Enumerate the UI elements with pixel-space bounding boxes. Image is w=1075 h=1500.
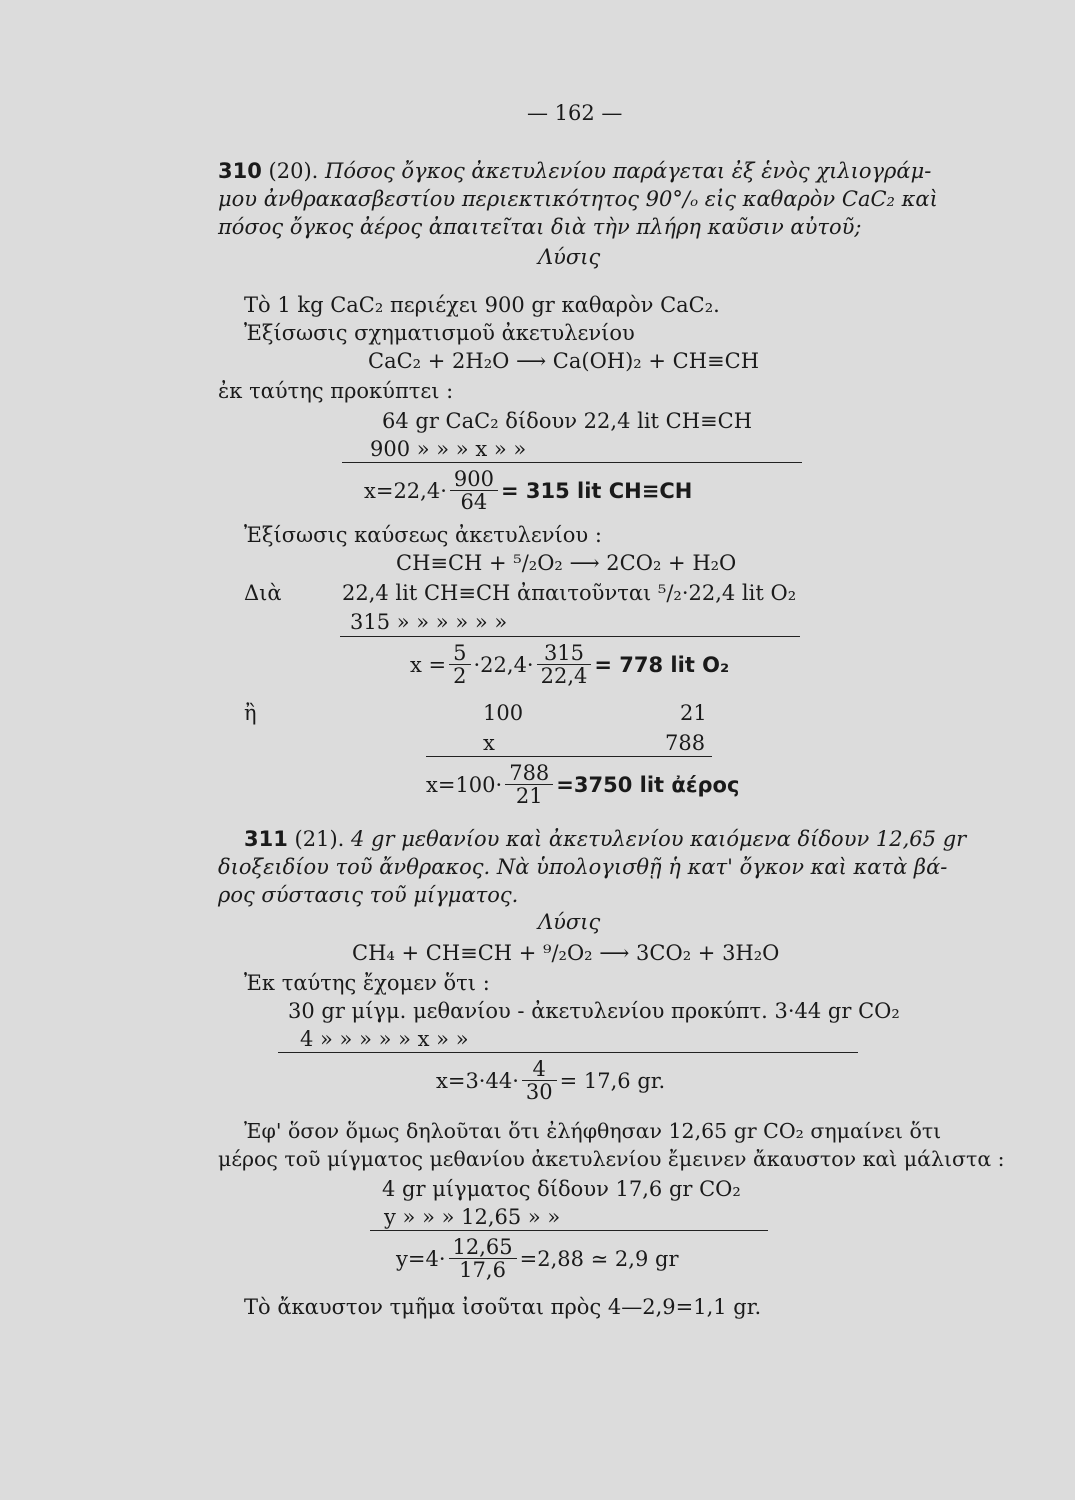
p310-calc2-lhs: x = xyxy=(410,652,447,677)
p310-calc2-fraction-1 xyxy=(449,642,470,687)
problem-310-ref: (20). xyxy=(268,159,319,183)
p310-ratio-1a: 100 xyxy=(483,701,524,725)
p311-proportion-2: 4 » » » » » x » » xyxy=(300,1027,469,1051)
p310-calc1-num: 900 xyxy=(450,468,498,491)
p310-calc2-fraction-2 xyxy=(537,642,592,687)
p311-calc1-lhs: x=3·44· xyxy=(436,1068,519,1093)
p310-rule-1 xyxy=(342,462,802,463)
p310-proportion-3: 22,4 lit CH≡CH ἀπαιτοῦνται ⁵/₂·22,4 lit O₂ xyxy=(342,581,797,605)
p310-calc3-num: 788 xyxy=(505,762,553,785)
p310-calc1-result: = 315 lit CH≡CH xyxy=(500,478,693,503)
p310-calc-1 xyxy=(364,468,692,513)
p310-line-3: ἐκ ταύτης προκύπτει : xyxy=(218,379,454,403)
problem-311-question-3: ρος σύστασις τοῦ μίγματος. xyxy=(218,883,519,907)
problem-310-q1 xyxy=(218,158,931,184)
problem-311-question-2: διοξειδίου τοῦ ἄνθρακος. Νὰ ὑπολογισθῇ ἡ κατ' ὄγκον καὶ κατὰ βά- xyxy=(218,855,948,879)
p311-calc-2 xyxy=(396,1236,678,1281)
p310-line-4: Ἐξίσωσις καύσεως ἀκετυλενίου : xyxy=(244,523,602,547)
p311-calc2-den: 17,6 xyxy=(459,1258,506,1282)
p310-calc2-mid: ·22,4· xyxy=(473,652,534,677)
p311-calc-1 xyxy=(436,1058,665,1103)
p310-equation-2: CH≡CH + ⁵/₂O₂ ⟶ 2CO₂ + H₂O xyxy=(396,551,737,575)
p310-calc1-den: 64 xyxy=(460,490,488,514)
p311-paragraph-1: Ἐφ' ὅσον ὅμως δηλοῦται ὅτι ἐλήφθησαν 12,65 gr CO₂ σημαίνει ὅτι xyxy=(244,1119,942,1143)
p311-rule-2 xyxy=(370,1230,768,1231)
p311-calc1-fraction xyxy=(522,1058,557,1103)
problem-311-number: 311 xyxy=(244,827,288,851)
p310-calc2-den2: 22,4 xyxy=(540,664,588,688)
p310-dia: Διὰ xyxy=(244,581,282,605)
p311-equation-1: CH₄ + CH≡CH + ⁹/₂O₂ ⟶ 3CO₂ + 3H₂O xyxy=(352,941,780,965)
p310-calc-2 xyxy=(410,642,729,687)
p310-calc2-num1: 5 xyxy=(449,642,470,665)
p311-proportion-1: 30 gr μίγμ. μεθανίου - ἀκετυλενίου προκύπτ. 3·44 gr CO₂ xyxy=(288,999,900,1023)
page-number: — 162 — xyxy=(527,101,623,125)
p310-ratio-1b: 21 xyxy=(680,701,707,725)
p311-calc1-result: = 17,6 gr. xyxy=(559,1068,666,1093)
p310-calc3-fraction xyxy=(505,762,553,807)
problem-310-question-1: Πόσος ὄγκος ἀκετυλενίου παράγεται ἐξ ἑνὸς χιλιογράμ- xyxy=(325,159,932,183)
p310-proportion-4: 315 » » » » » » xyxy=(350,610,508,634)
p310-calc2-den1: 2 xyxy=(453,664,467,688)
problem-310-solution-heading: Λύσις xyxy=(538,245,601,269)
problem-311-solution-heading: Λύσις xyxy=(538,910,601,934)
p311-calc2-result: =2,88 ≃ 2,9 gr xyxy=(519,1246,679,1271)
problem-310-question-3: πόσος ὄγκος ἀέρος ἀπαιτεῖται διὰ τὴν πλήρη καῦσιν αὐτοῦ; xyxy=(218,215,862,239)
p311-proportion-3: 4 gr μίγματος δίδουν 17,6 gr CO₂ xyxy=(382,1177,741,1201)
p310-proportion-2: 900 » » » x » » xyxy=(370,437,527,461)
p310-proportion-1: 64 gr CaC₂ δίδουν 22,4 lit CH≡CH xyxy=(382,409,753,433)
p311-calc1-den: 30 xyxy=(525,1080,553,1104)
p311-calc2-num: 12,65 xyxy=(449,1236,517,1259)
problem-311-ref: (21). xyxy=(294,827,345,851)
p311-rule-1 xyxy=(278,1052,858,1053)
p310-ratio-2b: 788 xyxy=(665,731,706,755)
p310-line-2: Ἐξίσωσις σχηματισμοῦ ἀκετυλενίου xyxy=(244,321,635,345)
p310-or: ἢ xyxy=(244,701,257,725)
p310-ratio-2a: x xyxy=(483,731,495,755)
p310-line-1: Τὸ 1 kg CaC₂ περιέχει 900 gr καθαρὸν CaC₂. xyxy=(244,293,720,317)
p311-calc2-fraction xyxy=(449,1236,517,1281)
p310-calc3-lhs: x=100· xyxy=(426,772,503,797)
p311-final-line: Τὸ ἄκαυστον τμῆμα ἰσοῦται πρὸς 4—2,9=1,1 gr. xyxy=(244,1295,762,1319)
p310-calc3-result: =3750 lit ἀέρος xyxy=(556,772,740,797)
p310-calc1-fraction xyxy=(450,468,498,513)
p311-calc2-lhs: y=4· xyxy=(396,1246,446,1271)
problem-311-question-1: 4 gr μεθανίου καὶ ἀκετυλενίου καιόμενα δίδουν 12,65 gr xyxy=(351,827,967,851)
p310-calc2-num2: 315 xyxy=(537,642,592,665)
problem-310-number: 310 xyxy=(218,159,262,183)
p311-line-1: Ἐκ ταύτης ἔχομεν ὅτι : xyxy=(244,971,490,995)
p310-calc1-lhs: x=22,4· xyxy=(364,478,447,503)
p310-equation-1: CaC₂ + 2H₂O ⟶ Ca(OH)₂ + CH≡CH xyxy=(368,349,760,373)
p311-paragraph-2: μέρος τοῦ μίγματος μεθανίου ἀκετυλενίου ἔμεινεν ἄκαυστον καὶ μάλιστα : xyxy=(218,1147,1005,1171)
p310-rule-3 xyxy=(426,756,712,757)
p311-proportion-4: y » » » 12,65 » » xyxy=(384,1205,561,1229)
p310-calc-3 xyxy=(426,762,739,807)
p310-calc3-den: 21 xyxy=(515,784,543,808)
problem-311-q1 xyxy=(244,826,966,852)
p310-calc2-result: = 778 lit O₂ xyxy=(594,652,730,677)
problem-310-question-2: μου ἀνθρακασβεστίου περιεκτικότητος 90°/ₒ εἰς καθαρὸν CaC₂ καὶ xyxy=(218,187,938,211)
p311-calc1-num: 4 xyxy=(522,1058,557,1081)
p310-rule-2 xyxy=(340,636,800,637)
